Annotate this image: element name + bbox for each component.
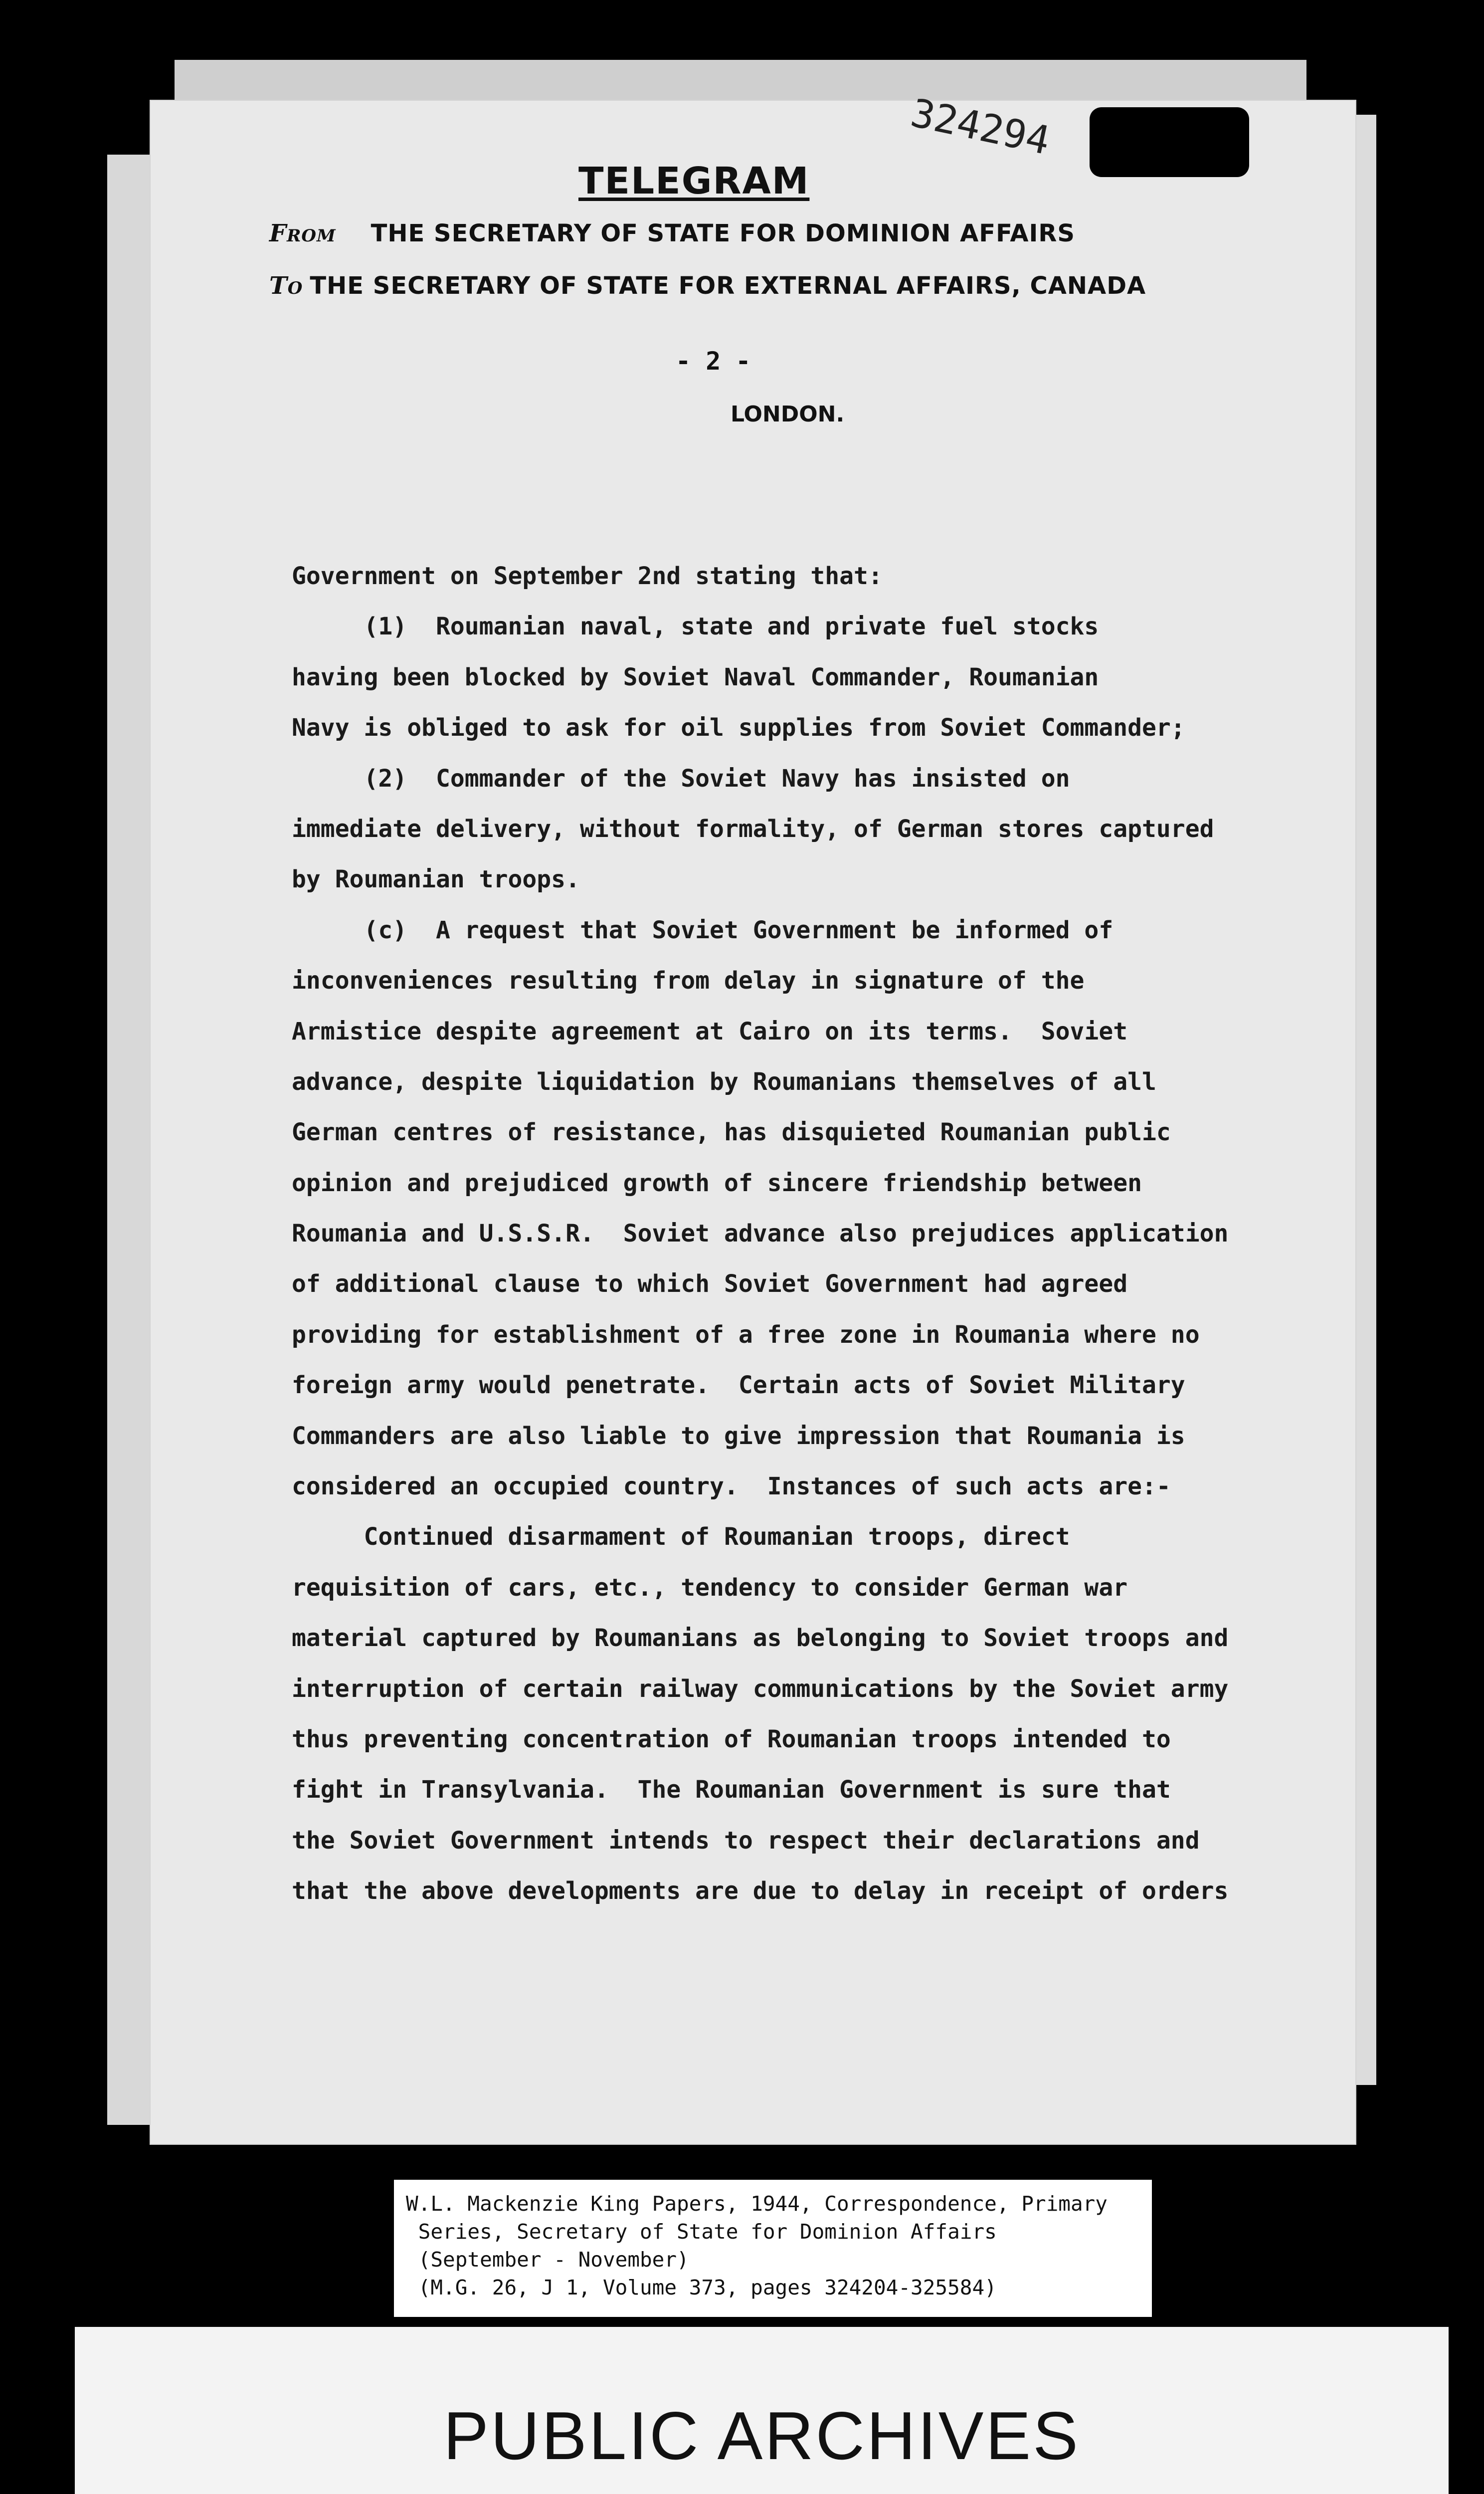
body-line: Roumania and U.S.S.R. Soviet advance also prejudices application: [292, 1220, 1229, 1248]
body-line: considered an occupied country. Instances of such acts are:-: [292, 1472, 1171, 1501]
telegram-body: [292, 551, 1349, 1917]
archive-panel: [75, 2327, 1449, 2494]
body-line: advance, despite liquidation by Roumanians themselves of all: [292, 1067, 1156, 1096]
body-line: providing for establishment of a free zone in Roumania where no: [292, 1320, 1200, 1349]
body-line: Government on September 2nd stating that:: [292, 562, 883, 590]
page-number: - 2 -: [676, 347, 751, 376]
caption-line: W.L. Mackenzie King Papers, 1944, Correspondence, Primary: [406, 2192, 1108, 2216]
from-label: From: [269, 219, 336, 247]
archive-line-1: PUBLIC ARCHIVES: [443, 2398, 1080, 2474]
body-line: requisition of cars, etc., tendency to consider German war: [292, 1573, 1128, 1602]
body-line: thus preventing concentration of Roumanian troops intended to: [292, 1725, 1171, 1753]
body-line: Commanders are also liable to give impression that Roumania is: [292, 1422, 1185, 1450]
body-line: foreign army would penetrate. Certain acts of Soviet Military: [292, 1371, 1185, 1400]
body-line: having been blocked by Soviet Naval Commander, Roumanian: [292, 663, 1099, 691]
body-line: by Roumanian troops.: [292, 865, 580, 894]
body-line: (1) Roumanian naval, state and private fuel stocks: [292, 613, 1099, 641]
to-line: [269, 272, 1146, 300]
body-line: opinion and prejudiced growth of sincere friendship between: [292, 1169, 1142, 1197]
to-text: THE SECRETARY OF STATE FOR EXTERNAL AFFAIRS, CANADA: [310, 272, 1146, 300]
body-line: of additional clause to which Soviet Government had agreed: [292, 1270, 1128, 1298]
body-line: that the above developments are due to delay in receipt of orders: [292, 1877, 1229, 1905]
black-tab: [1090, 107, 1249, 177]
body-line: interruption of certain railway communications by the Soviet army: [292, 1674, 1229, 1703]
caption-line: (M.G. 26, J 1, Volume 373, pages 324204-325584): [406, 2276, 997, 2299]
location: LONDON.: [731, 402, 845, 427]
body-line: German centres of resistance, has disquieted Roumanian public: [292, 1118, 1171, 1147]
caption-line: (September - November): [406, 2248, 689, 2272]
to-label: To: [269, 272, 303, 300]
document-title: TELEGRAM: [578, 160, 810, 203]
body-line: Continued disarmament of Roumanian troops, direct: [292, 1523, 1070, 1551]
from-line: [269, 219, 1075, 247]
body-line: Navy is obliged to ask for oil supplies from Soviet Commander;: [292, 714, 1185, 742]
stamp-number: 324294: [907, 90, 1054, 164]
body-line: Armistice despite agreement at Cairo on its terms. Soviet: [292, 1017, 1128, 1045]
body-line: inconveniences resulting from delay in signature of the: [292, 967, 1085, 995]
body-line: fight in Transylvania. The Roumanian Government is sure that: [292, 1776, 1171, 1804]
body-line: (c) A request that Soviet Government be informed of: [292, 916, 1113, 944]
from-text: THE SECRETARY OF STATE FOR DOMINION AFFAIRS: [371, 219, 1075, 247]
body-line: immediate delivery, without formality, of German stores captured: [292, 815, 1214, 843]
archive-caption: [394, 2180, 1152, 2317]
body-line: (2) Commander of the Soviet Navy has insisted on: [292, 764, 1070, 793]
caption-line: Series, Secretary of State for Dominion Affairs: [406, 2220, 997, 2244]
body-line: the Soviet Government intends to respect their declarations and: [292, 1826, 1200, 1855]
body-line: material captured by Roumanians as belonging to Soviet troops and: [292, 1624, 1229, 1653]
